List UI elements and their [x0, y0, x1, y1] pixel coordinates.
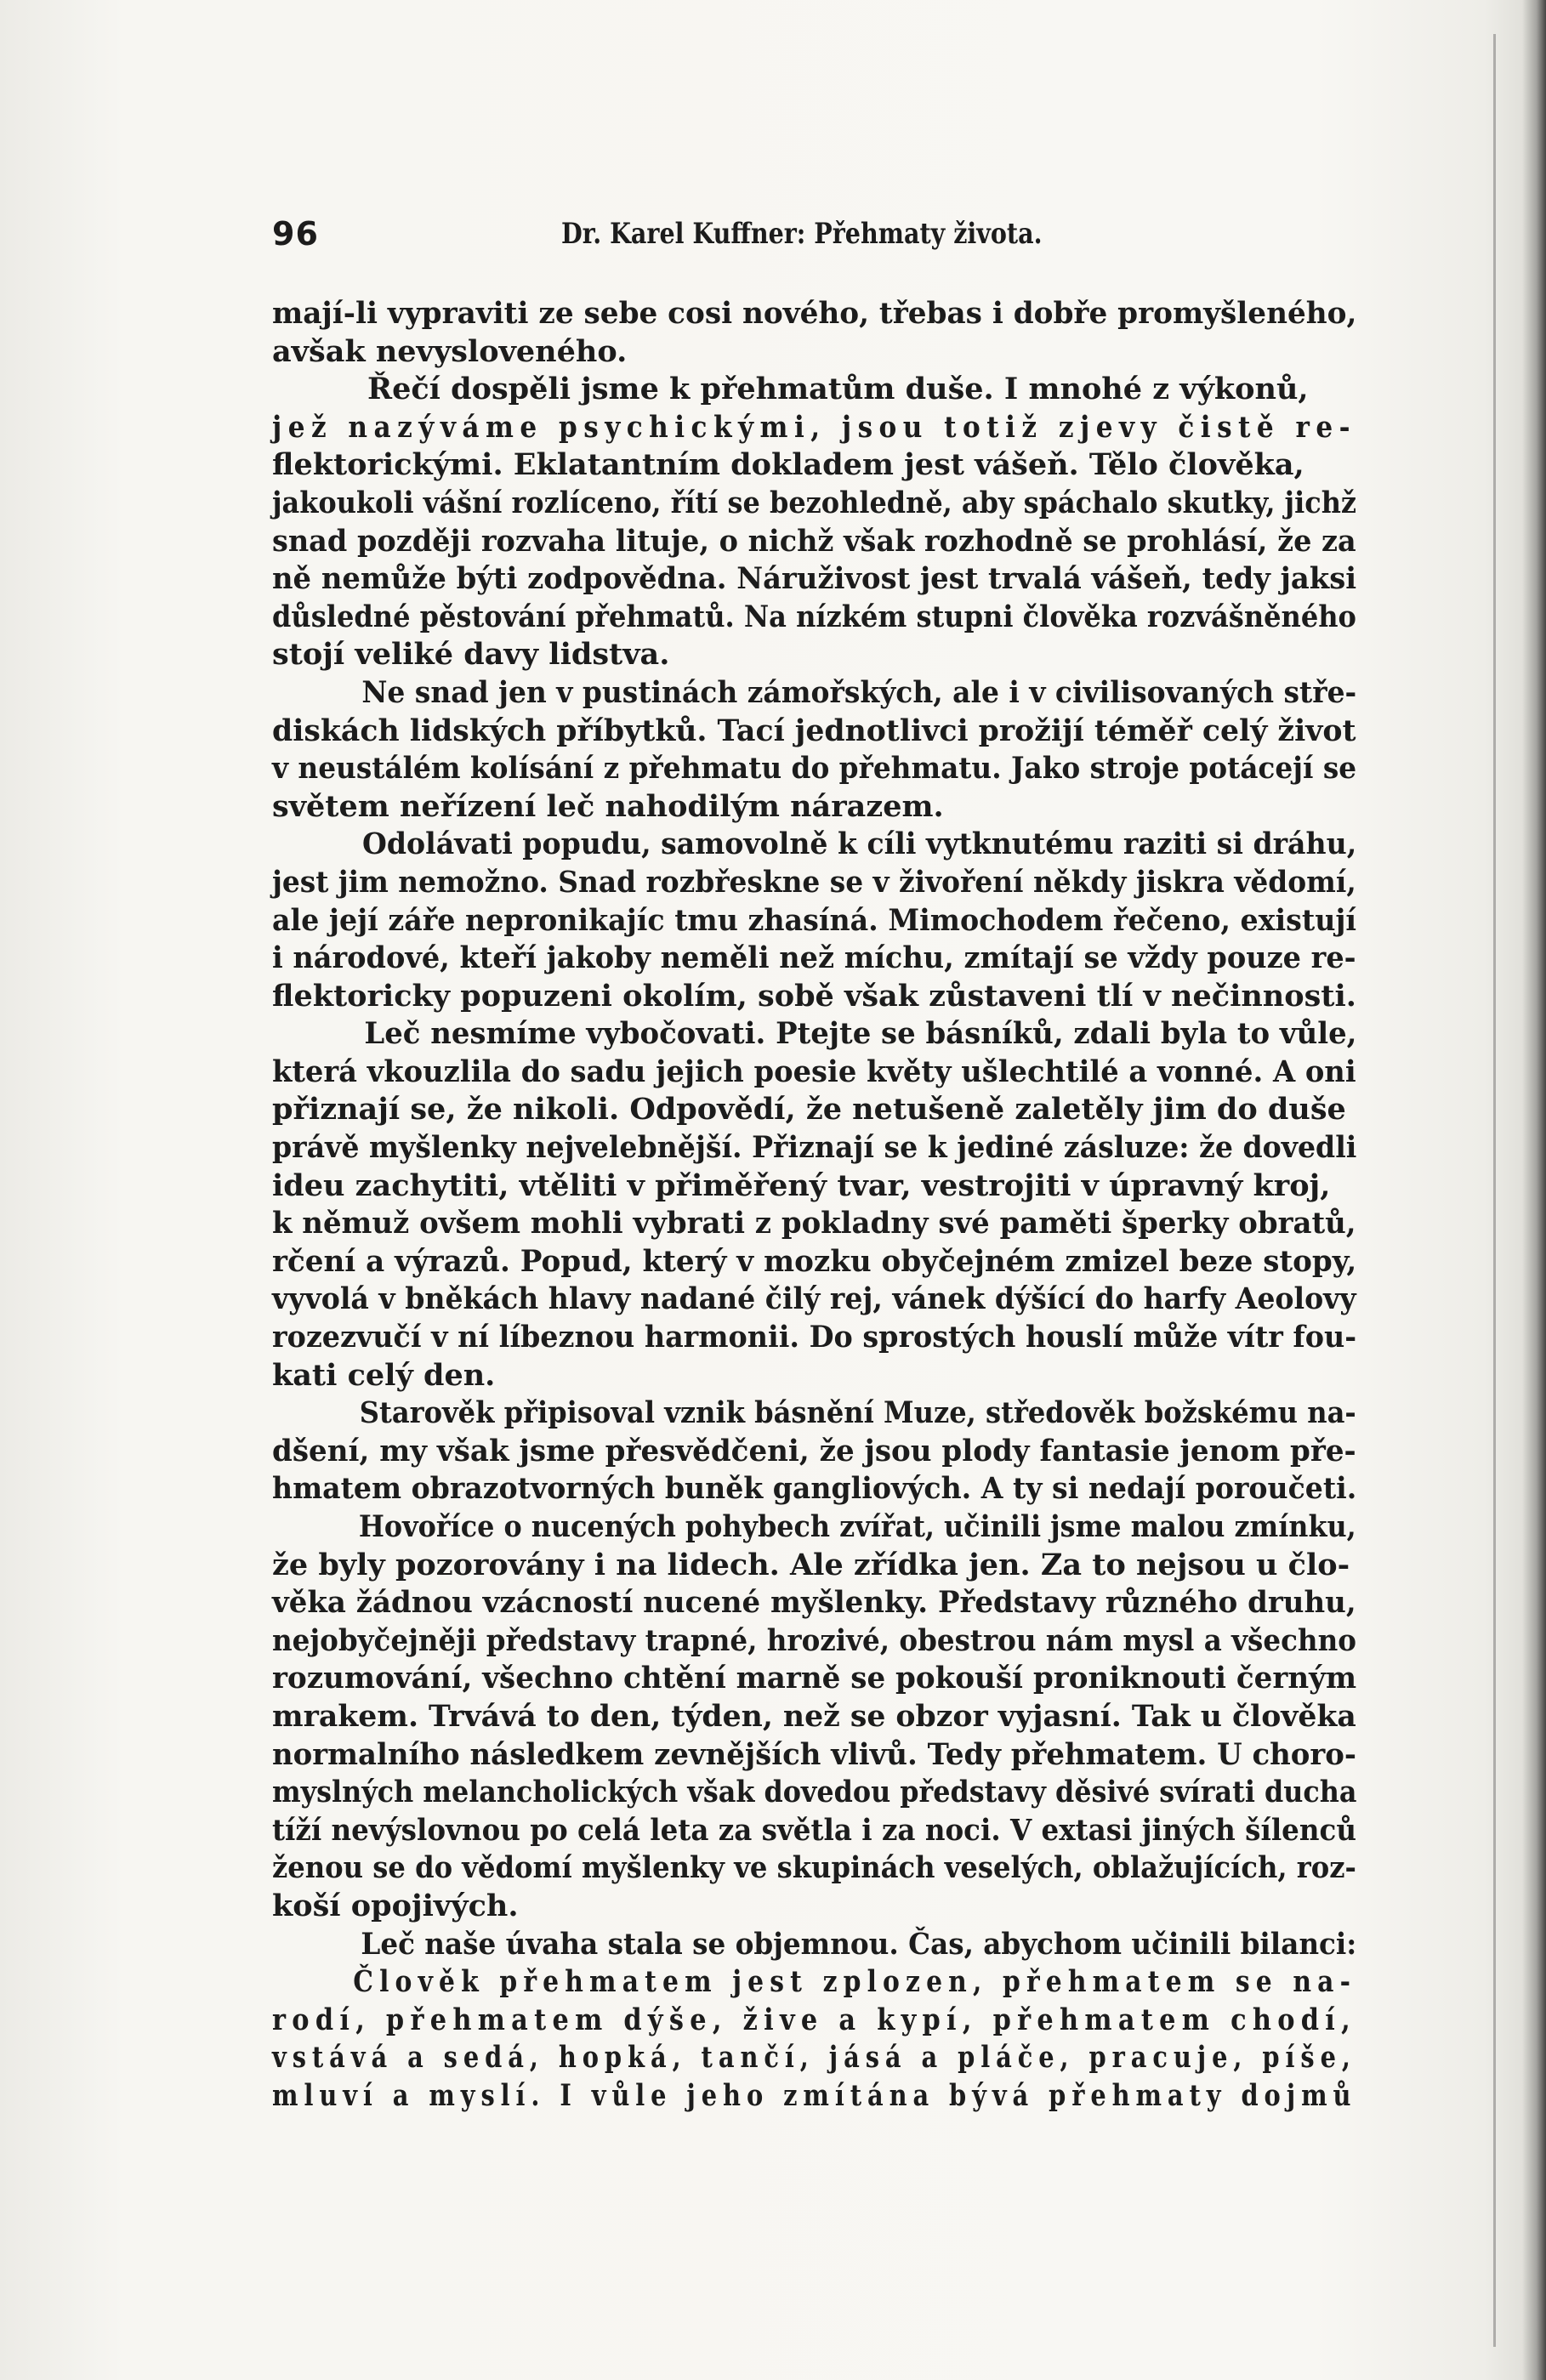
text-line: jakoukoli vášní rozlíceno, řítí se bezohledně, aby spáchalo skutky, jichž — [272, 485, 1357, 520]
text-line: mají-li vypraviti ze sebe cosi nového, třebas i dobře promyšleného, — [272, 296, 1357, 331]
text-line: která vkouzlila do sadu jejich poesie květy ušlechtilé a vonné. A oni — [272, 1054, 1356, 1089]
text-line: rozumování, všechno chtění marně se pokouší proniknouti černým — [272, 1661, 1357, 1696]
text-line: rčení a výrazů. Popud, který v mozku obyčejném zmizel beze stopy, — [272, 1243, 1357, 1279]
text-line: tíží nevýslovnou po celá leta za světla i za noci. V extasi jiných šílenců — [272, 1812, 1356, 1848]
text-line: kati celý den. — [272, 1357, 496, 1393]
book-page — [272, 208, 1356, 2116]
text-line: vyvolá v bněkách hlavy nadané čilý rej, vánek dýšící do harfy Aeolovy — [272, 1281, 1356, 1317]
text-line: právě myšlenky nejvelebnější. Přiznají se k jediné zásluze: že dovedli — [272, 1130, 1357, 1166]
text-line: Leč naše úvaha stala se objemnou. Čas, abychom učinili bilanci: — [361, 1926, 1357, 1962]
text-line: důsledné pěstování přehmatů. Na nízkém stupni člověka rozvášněného — [272, 599, 1356, 634]
text-line: mluví a myslí. I vůle jeho zmítána bývá přehmaty dojmů — [272, 2077, 1357, 2113]
text-line: diskách lidských příbytků. Tací jednotlivci prožijí téměř celý život — [272, 713, 1356, 748]
text-line: vstává a sedá, hopká, tančí, jásá a pláče, pracuje, píše, — [272, 2040, 1356, 2076]
text-line: flektoricky popuzeni okolím, sobě však zůstaveni tlí v nečinnosti. — [272, 978, 1356, 1014]
text-line: rodí, přehmatem dýše, žive a kypí, přehmatem chodí, — [272, 2002, 1357, 2037]
text-line: ale její záře nepronikajíc tmu zhasíná. Mimochodem řečeno, existují — [272, 902, 1357, 938]
page-header — [272, 208, 1356, 259]
body-text — [272, 295, 1356, 2116]
text-line: ně nemůže býti zodpovědna. Náruživost jest trvalá vášeň, tedy jaksi — [272, 561, 1357, 597]
text-line: myslných melancholických však dovedou představy děsivé svírati ducha — [272, 1775, 1357, 1810]
text-line: snad později rozvaha lituje, o nichž však rozhodně se prohlásí, že za — [272, 523, 1356, 559]
text-line: dšení, my však jsme přesvědčeni, že jsou plody fantasie jenom pře- — [272, 1433, 1356, 1468]
text-line: jest jim nemožno. Snad rozbřeskne se v živoření někdy jiskra vědomí, — [272, 864, 1356, 900]
text-line: světem neřízení leč nahodilým nárazem. — [272, 788, 944, 824]
text-line: stojí veliké davy lidstva. — [272, 637, 670, 673]
text-line: Hovoříce o nucených pohybech zvířat, učinili jsme malou zmínku, — [358, 1509, 1356, 1544]
text-line: věka žádnou vzácností nucené myšlenky. Představy různého druhu, — [272, 1585, 1356, 1621]
text-line: i národové, kteří jakoby neměli než míchu, zmítají se vždy pouze re- — [272, 940, 1356, 976]
text-line: rozezvučí v ní líbeznou harmonii. Do sprostých houslí může vítr fou- — [272, 1320, 1357, 1355]
text-line: jež nazýváme psychickými, jsou totiž zjevy čistě re- — [272, 409, 1356, 445]
text-line: Ne snad jen v pustinách zámořských, ale i v civilisovaných stře- — [361, 674, 1357, 710]
text-line: že byly pozorovány i na lidech. Ale zřídka jen. Za to nejsou u člo- — [272, 1547, 1350, 1582]
text-line: mrakem. Trvává to den, týden, než se obzor vyjasní. Tak u člověka — [272, 1698, 1356, 1734]
text-line: přiznají se, že nikoli. Odpovědí, že netušeně zaletěly jim do duše — [272, 1092, 1346, 1128]
text-line: Řečí dospěli jsme k přehmatům duše. I mnohé z výkonů, — [367, 372, 1309, 407]
text-line: nejobyčejněji představy trapné, hrozivé, obestrou nám mysl a všechno — [272, 1622, 1356, 1658]
text-line: Starověk připisoval vznik básnění Muze, středověk božskému na- — [359, 1395, 1356, 1431]
text-line: Odolávati popudu, samovolně k cíli vytknutému raziti si dráhu, — [362, 826, 1357, 862]
running-head: Dr. Karel Kuffner: Přehmaty života. — [561, 217, 1043, 251]
text-line: Člověk přehmatem jest zplozen, přehmatem se na- — [353, 1964, 1357, 2000]
text-line: v neustálém kolísání z přehmatu do přehmatu. Jako stroje potácejí se — [272, 751, 1357, 787]
text-line: k němuž ovšem mohli vybrati z pokladny své paměti šperky obratů, — [272, 1206, 1356, 1241]
text-line: hmatem obrazotvorných buněk gangliových. A ty si nedají poroučeti. — [272, 1471, 1357, 1507]
text-line: avšak nevysloveného. — [272, 333, 628, 369]
book-gutter-edge — [1493, 34, 1496, 2347]
text-line: koší opojivých. — [272, 1888, 519, 1923]
text-line: ideu zachytiti, vtěliti v přiměřený tvar, vestrojiti v úpravný kroj, — [272, 1167, 1331, 1203]
page-edge-shadow — [1522, 0, 1546, 2380]
text-line: ženou se do vědomí myšlenky ve skupinách veselých, oblažujících, roz- — [272, 1850, 1356, 1886]
text-line: normalního následkem zevnějších vlivů. Tedy přehmatem. U choro- — [272, 1736, 1356, 1772]
text-line: flektorickými. Eklatantním dokladem jest vášeň. Tělo člověka, — [272, 447, 1304, 483]
text-line: Leč nesmíme vybočovati. Ptejte se básníků, zdali byla to vůle, — [364, 1016, 1357, 1052]
page-number: 96 — [272, 215, 319, 253]
